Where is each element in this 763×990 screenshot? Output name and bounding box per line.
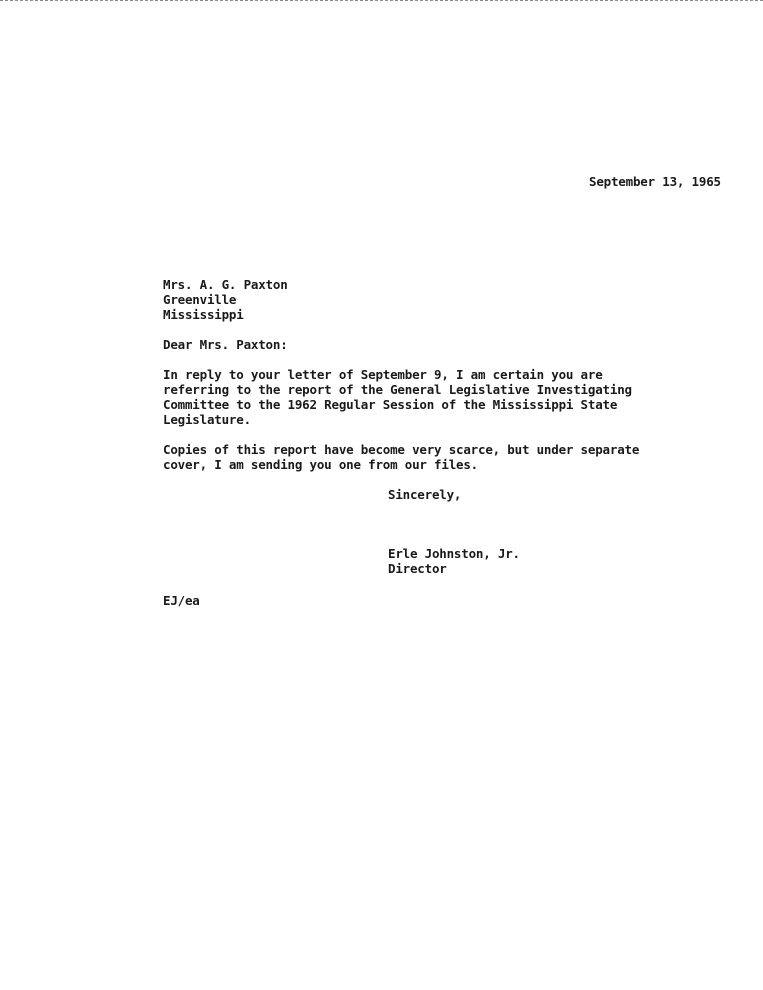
- reference-initials: EJ/ea: [163, 593, 200, 608]
- complimentary-close: Sincerely,: [388, 487, 462, 502]
- paragraph-line: cover, I am sending you one from our files.: [163, 457, 479, 472]
- paragraph-line: referring to the report of the General Legislative Investigating: [163, 382, 632, 397]
- recipient-name: Mrs. A. G. Paxton: [163, 277, 288, 292]
- recipient-state: Mississippi: [163, 307, 244, 322]
- paragraph-line: Legislature.: [163, 412, 251, 427]
- paragraph-line: Committee to the 1962 Regular Session of the Mississippi State: [163, 397, 618, 412]
- letter-date: September 13, 1965: [589, 174, 721, 189]
- paragraph-line: Copies of this report have become very scarce, but under separate: [163, 442, 640, 457]
- recipient-city: Greenville: [163, 292, 237, 307]
- paragraph-line: In reply to your letter of September 9, I am certain you are: [163, 367, 603, 382]
- salutation: Dear Mrs. Paxton:: [163, 337, 288, 352]
- signer-title: Director: [388, 561, 447, 576]
- signer-name: Erle Johnston, Jr.: [388, 546, 520, 561]
